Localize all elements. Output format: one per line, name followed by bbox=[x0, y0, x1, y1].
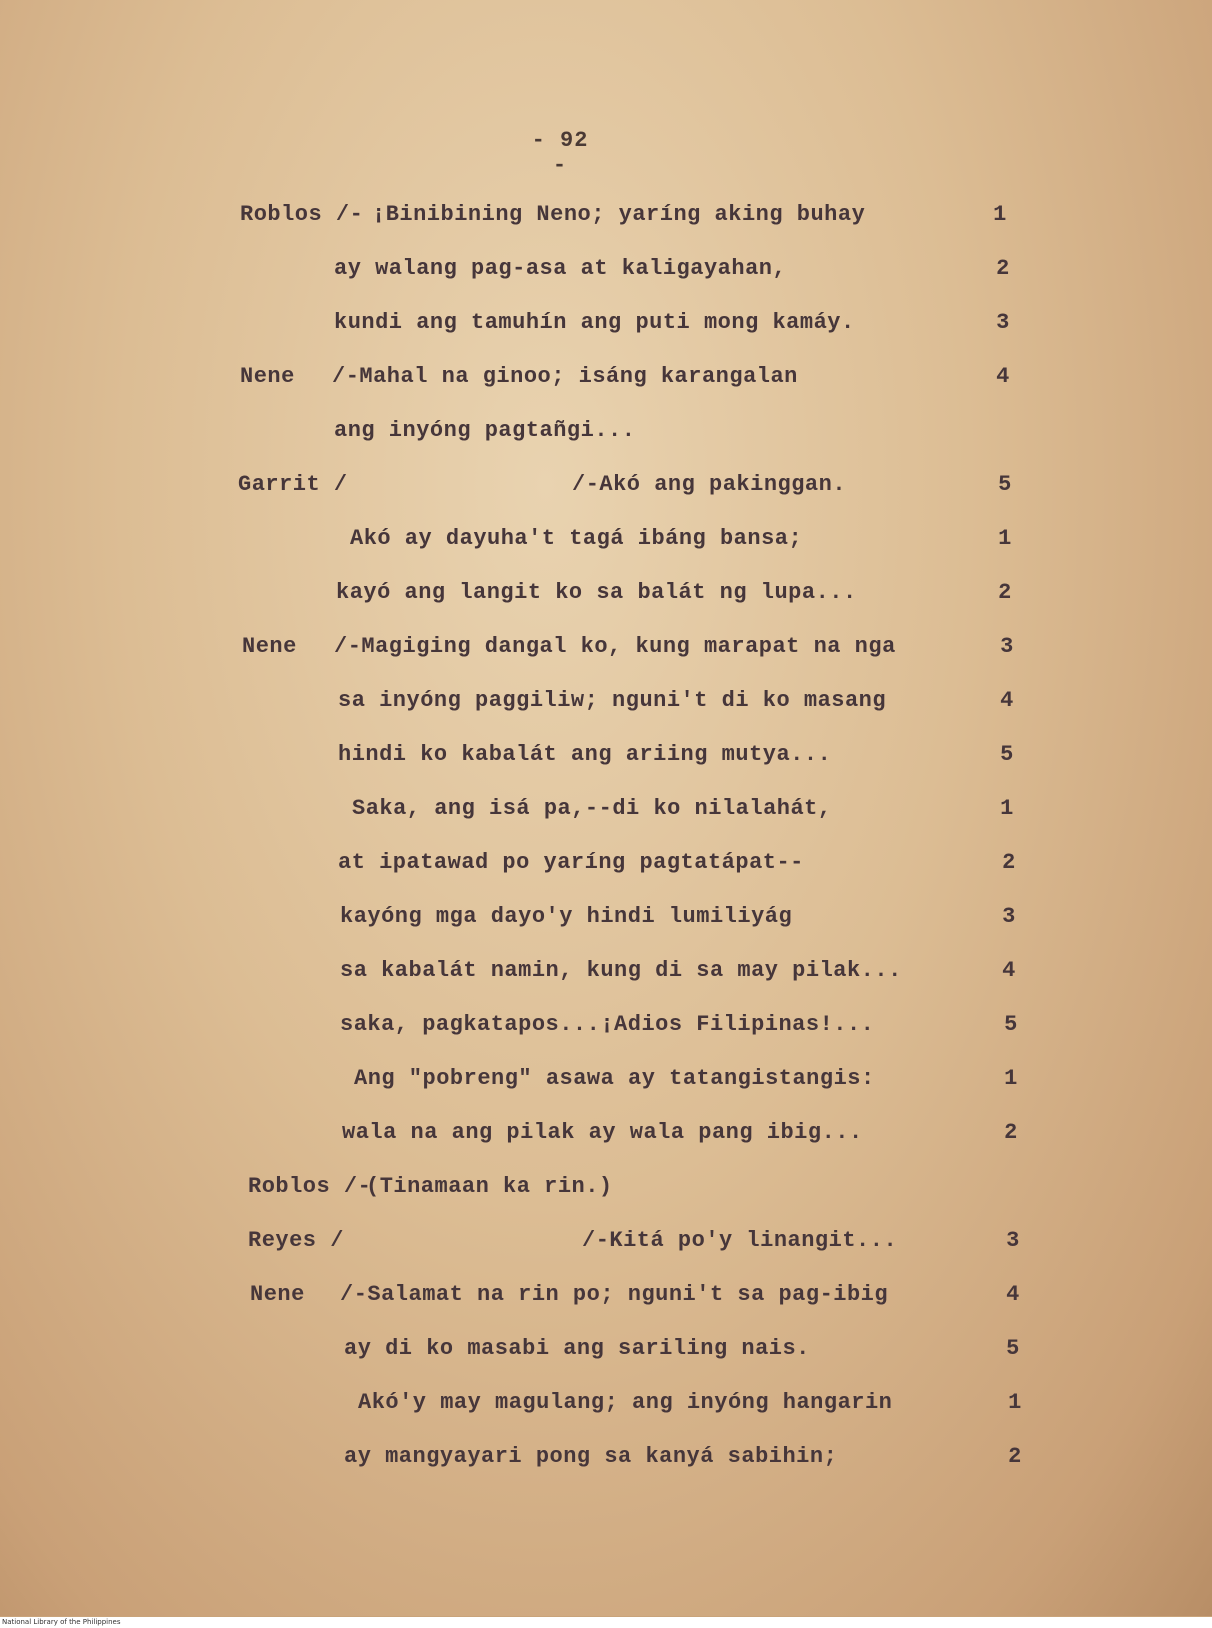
line-text: (Tinamaan ka rin.) bbox=[366, 1174, 613, 1199]
speaker-label: Nene bbox=[242, 634, 297, 659]
script-line bbox=[0, 418, 1212, 448]
script-line bbox=[0, 364, 1212, 394]
script-line bbox=[0, 958, 1212, 988]
line-number: 1 bbox=[1000, 796, 1014, 821]
line-text: kayóng mga dayo'y hindi lumiliyág bbox=[340, 904, 793, 929]
line-text: Saka, ang isá pa,--di ko nilalahát, bbox=[352, 796, 832, 821]
line-number: 2 bbox=[998, 580, 1012, 605]
script-line bbox=[0, 1336, 1212, 1366]
line-number: 5 bbox=[1000, 742, 1014, 767]
line-number: 2 bbox=[996, 256, 1010, 281]
script-line bbox=[0, 256, 1212, 286]
line-number: 1 bbox=[1008, 1390, 1022, 1415]
line-text: kundi ang tamuhín ang puti mong kamáy. bbox=[334, 310, 855, 335]
line-number: 3 bbox=[1000, 634, 1014, 659]
line-text: ay walang pag-asa at kaligayahan, bbox=[334, 256, 787, 281]
script-line bbox=[0, 310, 1212, 340]
line-text: ay mangyayari pong sa kanyá sabihin; bbox=[344, 1444, 838, 1469]
script-line bbox=[0, 472, 1212, 502]
line-number: 5 bbox=[1006, 1336, 1020, 1361]
line-number: 4 bbox=[996, 364, 1010, 389]
line-number: 1 bbox=[998, 526, 1012, 551]
line-number: 5 bbox=[998, 472, 1012, 497]
speaker-label: Nene bbox=[240, 364, 295, 389]
line-text: Akó'y may magulang; ang inyóng hangarin bbox=[358, 1390, 893, 1415]
speaker-label: Roblos /- bbox=[240, 202, 364, 227]
line-number: 4 bbox=[1006, 1282, 1020, 1307]
line-number: 3 bbox=[996, 310, 1010, 335]
line-text: sa kabalát namin, kung di sa may pilak... bbox=[340, 958, 902, 983]
line-text: ay di ko masabi ang sariling nais. bbox=[344, 1336, 810, 1361]
line-text: /-Mahal na ginoo; isáng karangalan bbox=[332, 364, 798, 389]
speaker-label: Nene bbox=[250, 1282, 305, 1307]
line-text: sa inyóng paggiliw; nguni't di ko masang bbox=[338, 688, 887, 713]
line-text: saka, pagkatapos...¡Adios Filipinas!... bbox=[340, 1012, 875, 1037]
line-text: /-Salamat na rin po; nguni't sa pag-ibig bbox=[340, 1282, 889, 1307]
script-line bbox=[0, 1228, 1212, 1258]
script-line bbox=[0, 1120, 1212, 1150]
script-line bbox=[0, 580, 1212, 610]
line-text: ang inyóng pagtañgi... bbox=[334, 418, 636, 443]
line-text: /-Magiging dangal ko, kung marapat na nga bbox=[334, 634, 896, 659]
line-number: 2 bbox=[1002, 850, 1016, 875]
footer-credit: National Library of the Philippines bbox=[0, 1617, 1212, 1628]
line-number: 5 bbox=[1004, 1012, 1018, 1037]
line-number: 2 bbox=[1004, 1120, 1018, 1145]
line-text: wala na ang pilak ay wala pang ibig... bbox=[342, 1120, 863, 1145]
script-line bbox=[0, 688, 1212, 718]
script-line bbox=[0, 526, 1212, 556]
line-text: hindi ko kabalát ang ariing mutya... bbox=[338, 742, 832, 767]
script-line bbox=[0, 634, 1212, 664]
script-line bbox=[0, 202, 1212, 232]
script-line bbox=[0, 742, 1212, 772]
script-line bbox=[0, 1012, 1212, 1042]
line-text: Akó ay dayuha't tagá ibáng bansa; bbox=[350, 526, 803, 551]
line-number: 4 bbox=[1002, 958, 1016, 983]
line-text: /-Akó ang pakinggan. bbox=[572, 472, 847, 497]
script-line bbox=[0, 1282, 1212, 1312]
speaker-label: Reyes / bbox=[248, 1228, 344, 1253]
line-number: 1 bbox=[1004, 1066, 1018, 1091]
line-text: ¡Binibining Neno; yaríng aking buhay bbox=[372, 202, 866, 227]
script-line bbox=[0, 1444, 1212, 1474]
page-number: - 92 - bbox=[531, 128, 589, 178]
line-text: kayó ang langit ko sa balát ng lupa... bbox=[336, 580, 857, 605]
script-line bbox=[0, 1066, 1212, 1096]
line-number: 1 bbox=[993, 202, 1007, 227]
script-line bbox=[0, 904, 1212, 934]
line-text: /-Kitá po'y linangit... bbox=[582, 1228, 898, 1253]
line-number: 3 bbox=[1002, 904, 1016, 929]
line-text: Ang "pobreng" asawa ay tatangistangis: bbox=[354, 1066, 875, 1091]
line-number: 2 bbox=[1008, 1444, 1022, 1469]
speaker-label: Garrit / bbox=[238, 472, 348, 497]
script-line bbox=[0, 1390, 1212, 1420]
line-number: 3 bbox=[1006, 1228, 1020, 1253]
script-line bbox=[0, 1174, 1212, 1204]
line-number: 4 bbox=[1000, 688, 1014, 713]
script-line bbox=[0, 850, 1212, 880]
speaker-label: Roblos /- bbox=[248, 1174, 372, 1199]
script-line bbox=[0, 796, 1212, 826]
line-text: at ipatawad po yaríng pagtatápat-- bbox=[338, 850, 804, 875]
